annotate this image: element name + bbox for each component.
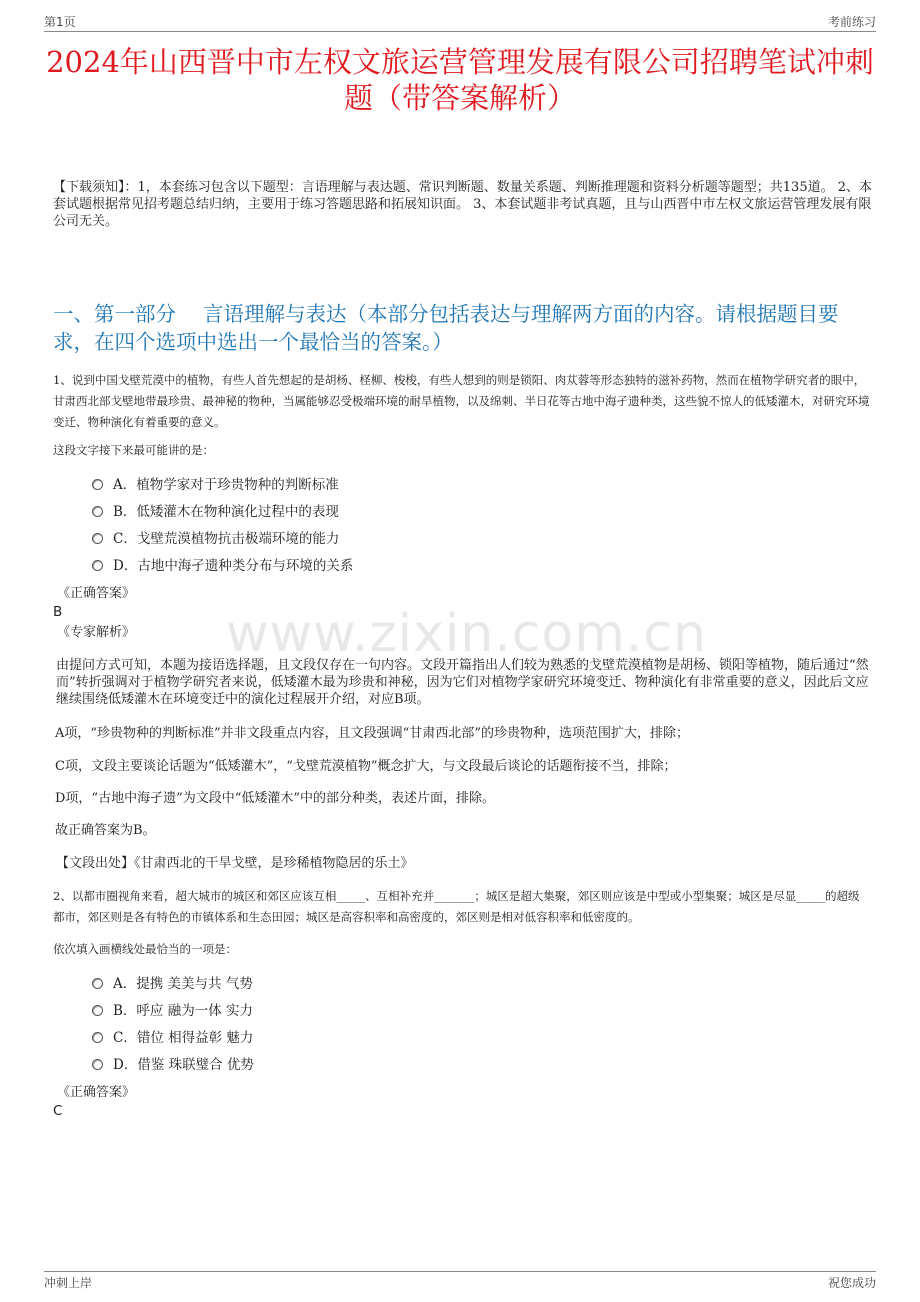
radio-icon[interactable] [92, 479, 103, 490]
radio-icon[interactable] [92, 1059, 103, 1070]
question-1-stem: 1、说到中国戈壁荒漠中的植物，有些人首先想起的是胡杨、柽柳、梭梭，有些人想到的则是锁阳、肉苁蓉等形态独特的滋补药物，然而在植物学研究者的眼中，甘肃西北部戈壁地带最珍贵、最神秘的物种，当属能够忍受极端环境的耐旱植物，以及绵刺、半日花等古地中海孑遗种类，这些貌不惊人的低矮灌木，对研究环境变迁、物种演化有着重要的意义。 [53, 373, 870, 429]
q2-answer: C [53, 1103, 63, 1119]
q1-option-c[interactable]: C．戈壁荒漠植物抗击极端环境的能力 [92, 529, 339, 549]
radio-icon[interactable] [92, 978, 103, 989]
q1-option-b[interactable]: B．低矮灌木在物种演化过程中的表现 [92, 502, 339, 522]
q1-analysis-c: C项，文段主要谈论话题为“低矮灌木”，“戈壁荒漠植物”概念扩大，与文段最后谈论的话题衔接不当，排除； [55, 759, 677, 774]
q1-conclusion: 故正确答案为B。 [55, 823, 156, 838]
q1-analysis-a: A项，“珍贵物种的判断标准”并非文段重点内容，且文段强调“甘肃西北部”的珍贵物种，选项范围扩大，排除； [55, 726, 689, 741]
page-header [44, 13, 876, 32]
q1-source: 【文段出处】《甘肃西北的干旱戈壁，是珍稀植物隐居的乐土》 [56, 856, 414, 871]
q1-option-a[interactable]: A．植物学家对于珍贵物种的判断标准 [92, 475, 339, 495]
q1-option-d[interactable]: D．古地中海孑遗种类分布与环境的关系 [92, 556, 353, 576]
page-number: 第1页 [44, 15, 76, 29]
q1-answer: B [53, 604, 63, 620]
download-notice: 【下载须知】：1，本套练习包含以下题型：言语理解与表达题、常识判断题、数量关系题、判断推理题和资料分析题等题型；共135道。 2、本套试题根据常见招考题总结归纳，主要用于练习答题思路和拓展知识面。 3、本套试题非考试真题，且与山西晋中市左权文旅运营管理发展有限公司无关。 [53, 180, 872, 229]
q1-answer-label: 《正确答案》 [57, 586, 136, 601]
question-2-stem: 2、以都市圈视角来看，超大城市的城区和郊区应该互相_____、互相补充并_______；城区是超大集聚，郊区则应该是中型或小型集聚；城区是尽显_____的超级都市，郊区则是各有特色的市镇体系和生态田园；城区是高容积率和高密度的，郊区则是相对低容积率和低密度的。 [53, 889, 860, 924]
radio-icon[interactable] [92, 1005, 103, 1016]
header-right-label: 考前练习 [827, 15, 876, 29]
q2-option-c[interactable]: C．错位 相得益彰 魅力 [92, 1028, 253, 1048]
q1-analysis-label: 《专家解析》 [57, 625, 136, 640]
q2-answer-label: 《正确答案》 [57, 1085, 136, 1100]
q2-option-a[interactable]: A．提携 美美与共 气势 [92, 974, 253, 994]
q1-analysis: 由提问方式可知，本题为接语选择题，且文段仅存在一句内容。文段开篇指出人们较为熟悉的戈壁荒漠植物是胡杨、锁阳等植物，随后通过“然而”转折强调对于植物学研究者来说，低矮灌木最为珍贵和神秘，因为它们对植物学家研究环境变迁、物种演化有非常重要的意义，因此后文应继续围绕低矮灌木在环境变迁中的演化过程展开介绍，对应B项。 [56, 658, 869, 707]
q2-option-b[interactable]: B．呼应 融为一体 实力 [92, 1001, 253, 1021]
q2-option-d[interactable]: D．借鉴 珠联璧合 优势 [92, 1055, 254, 1075]
radio-icon[interactable] [92, 533, 103, 544]
footer-right-label: 祝您成功 [827, 1276, 876, 1290]
watermark: www.zixin.com.cn [226, 604, 707, 664]
q1-analysis-d: D项，“古地中海孑遗”为文段中“低矮灌木”中的部分种类，表述片面，排除。 [55, 791, 496, 806]
section-heading: 一、第一部分 言语理解与表达（本部分包括表达与理解两方面的内容。请根据题目要求，在四个选项中选出一个最恰当的答案。） [53, 302, 839, 354]
radio-icon[interactable] [92, 560, 103, 571]
footer-left-label: 冲刺上岸 [44, 1276, 93, 1290]
question-1-prompt: 这段文字接下来最可能讲的是： [53, 443, 214, 457]
radio-icon[interactable] [92, 1032, 103, 1043]
page-footer [44, 1271, 876, 1292]
question-2-prompt: 依次填入画横线处最恰当的一项是： [53, 942, 237, 956]
document-title: 2024年山西晋中市左权文旅运营管理发展有限公司招聘笔试冲刺题（带答案解析） [46, 45, 874, 115]
radio-icon[interactable] [92, 506, 103, 517]
